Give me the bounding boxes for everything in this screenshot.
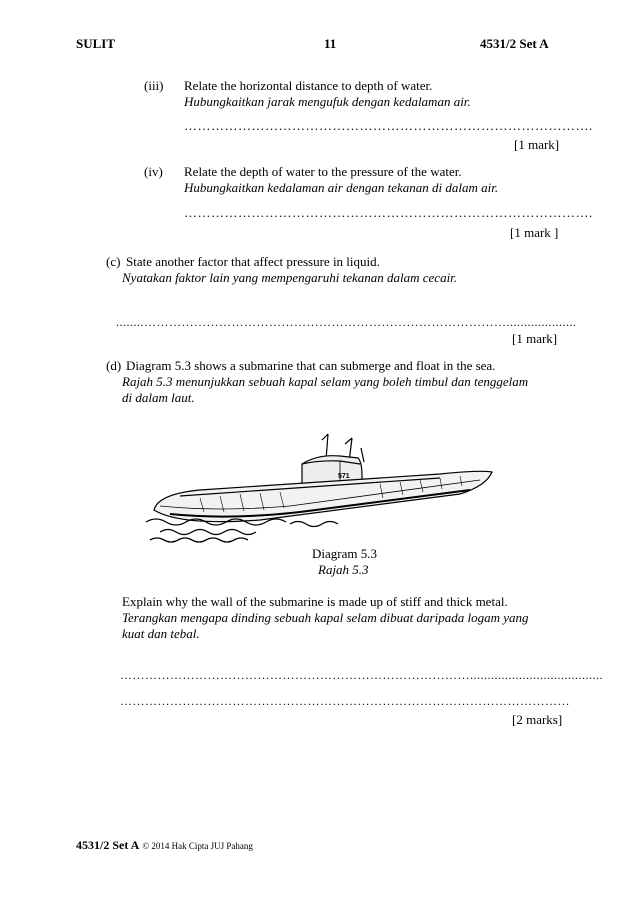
question-d-explain-text-ms-1: Terangkan mengapa dinding sebuah kapal selam dibuat daripada logam yang (122, 610, 529, 625)
footer-paper-code: 4531/2 Set A (76, 838, 140, 852)
mark-c: [1 mark] (512, 331, 558, 346)
question-iii-number: (iii) (144, 78, 164, 93)
header-paper-code: 4531/2 Set A (480, 36, 549, 51)
answer-line-c[interactable]: ........…………………………………………………………………………….................... (116, 315, 577, 329)
answer-line-d-1[interactable]: …………………………………………………………………………...................................... (120, 668, 603, 682)
submarine-illustration (140, 428, 500, 548)
question-iv-number: (iv) (144, 164, 163, 179)
question-d-text-ms-1: Rajah 5.3 menunjukkan sebuah kapal selam yang boleh timbul dan tenggelam (122, 374, 529, 389)
footer-copyright: © 2014 Hak Cipta JUJ Pahang (142, 841, 253, 851)
question-d-number: (d) (106, 358, 122, 373)
hull-marking: 571 (338, 473, 350, 480)
question-d-explain-text: Explain why the wall of the submarine is made up of stiff and thick metal. (122, 594, 508, 609)
question-d-explain-text-ms-2: kuat dan tebal. (122, 626, 200, 641)
question-c-number: (c) (106, 254, 121, 269)
question-c-text: State another factor that affect pressure in liquid. (126, 254, 380, 269)
diagram-label: Diagram 5.3 (312, 546, 377, 561)
question-c-text-ms: Nyatakan faktor lain yang mempengaruhi tekanan dalam cecair. (122, 270, 458, 285)
answer-line-d-2[interactable]: ……………………………………………………………………………………………… (120, 694, 570, 708)
question-iv-text-ms: Hubungkaitkan kedalaman air dengan tekanan di dalam air. (184, 180, 499, 195)
question-d-text-ms-2: di dalam laut. (122, 390, 195, 405)
answer-line-iii[interactable]: ………………………………………………………………………………. (184, 118, 593, 133)
page-number: 11 (324, 36, 337, 51)
question-iv-text: Relate the depth of water to the pressure of the water. (184, 164, 462, 179)
mark-iii: [1 mark] (514, 137, 560, 152)
header-sulit: SULIT (76, 36, 116, 51)
answer-line-iv[interactable]: ………………………………………………………………………………. (184, 205, 593, 220)
question-iii-text-ms: Hubungkaitkan jarak mengufuk dengan kedalaman air. (184, 94, 471, 109)
mark-iv: [1 mark ] (510, 225, 559, 240)
footer (76, 838, 253, 853)
question-iii-text: Relate the horizontal distance to depth of water. (184, 78, 433, 93)
mark-d: [2 marks] (512, 712, 563, 727)
question-d-text: Diagram 5.3 shows a submarine that can submerge and float in the sea. (126, 358, 496, 373)
diagram-label-ms: Rajah 5.3 (318, 562, 369, 577)
